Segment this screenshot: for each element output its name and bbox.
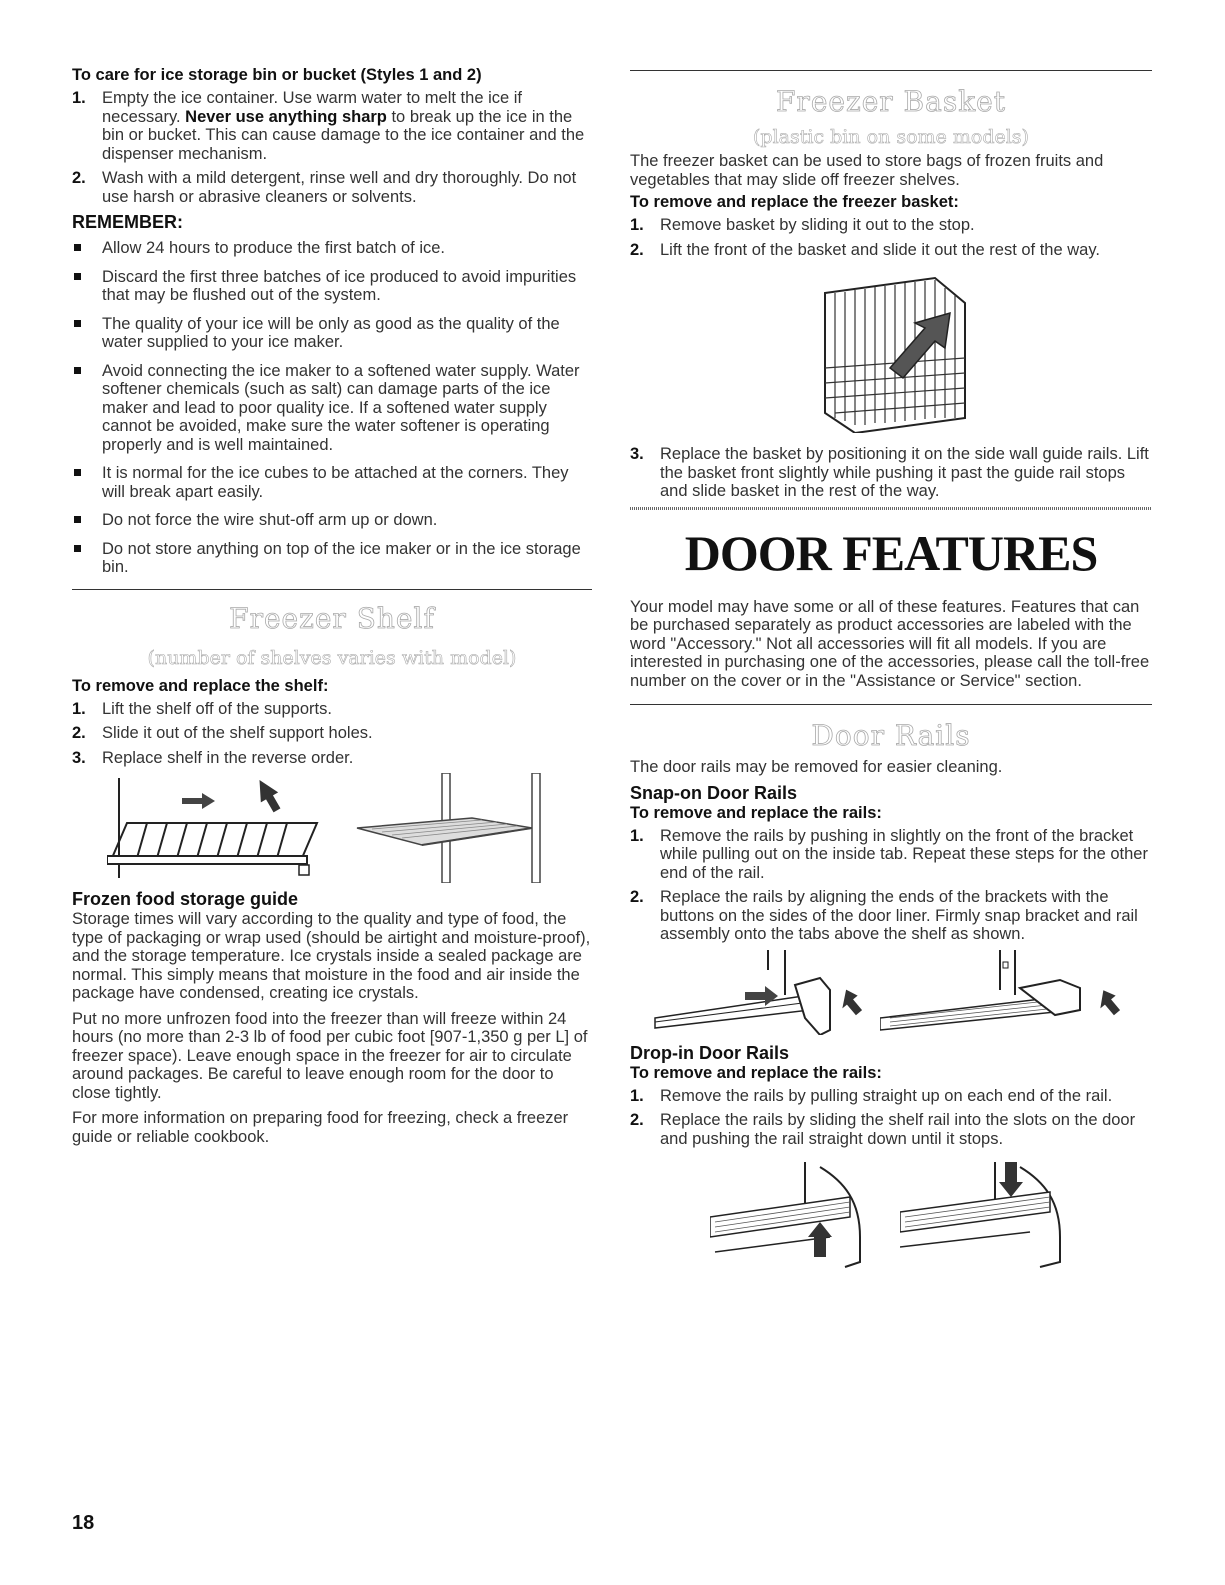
step-number: 2.: [630, 888, 644, 906]
bullet-text: Do not force the wire shut-off arm up or down.: [102, 511, 438, 529]
step-number: 2.: [72, 724, 86, 742]
door-features-intro: Your model may have some or all of these features. Features that can be purchased separately as product accessories are labeled with the word "Accessory." Not all accessories will fit all models. If you are interested in purchasing one of the accessories, please call the toll-free number on the cover or in the "Assistance or Service" section.: [630, 597, 1150, 690]
list-item: [72, 511, 592, 530]
step-text: Slide it out of the shelf support holes.: [102, 724, 373, 742]
paragraph: Storage times will vary according to the quality and type of food, the type of packaging or wrap used (should be airtight and moisture-proof), and the storage temperature. Ice crystals inside a sealed package are normal. This simply means that moisture in the food and air inside the package have condensed, creating ice crystals.: [72, 910, 591, 1002]
snap-on-steps: [630, 827, 1152, 944]
shelf-illustrations: [72, 773, 592, 883]
step-text: Replace the rails by aligning the ends of the brackets with the buttons on the sides of the door liner. Firmly snap bracket and rail assembly onto the tabs above the shelf as shown.: [660, 888, 1138, 943]
drop-in-illustrations: [630, 1162, 1152, 1277]
list-item: [72, 464, 592, 501]
step-number: 3.: [630, 445, 644, 463]
list-item: [630, 1111, 1152, 1148]
list-item: [72, 315, 592, 352]
shelf-steps: [72, 700, 592, 768]
door-rails-intro: The door rails may be removed for easier cleaning.: [630, 758, 1003, 776]
step-text: Lift the front of the basket and slide it out the rest of the way.: [660, 240, 1100, 259]
list-item: [72, 540, 592, 577]
shelf-side-illustration: [352, 773, 592, 883]
bullet-text: Do not store anything on top of the ice maker or in the ice storage bin.: [102, 539, 581, 576]
divider: [630, 70, 1152, 71]
snap-on-rail-right-illustration: [880, 950, 1130, 1035]
basket-steps: [630, 216, 1152, 259]
shelf-heading: To remove and replace the shelf:: [72, 676, 329, 695]
step-text: Wash with a mild detergent, rinse well and dry thoroughly. Do not use harsh or abrasive cleaners or solvents.: [102, 169, 577, 206]
bullet-icon: [74, 516, 81, 523]
snap-on-illustrations: [630, 950, 1152, 1035]
page-number: 18: [72, 1512, 95, 1534]
step-number: 2.: [630, 1111, 644, 1129]
list-item: [72, 268, 592, 305]
step-number: 3.: [72, 748, 86, 767]
ice-care-heading: To care for ice storage bin or bucket (Styles 1 and 2): [72, 66, 482, 84]
list-item: [72, 724, 592, 743]
list-item: [630, 216, 1152, 235]
shelf-removal-illustration: [107, 773, 322, 883]
freezer-shelf-subtitle: (number of shelves varies with model): [147, 646, 517, 669]
list-item: [72, 239, 592, 258]
drop-in-heading: Drop-in Door Rails: [630, 1042, 790, 1063]
left-column: [72, 62, 592, 1153]
freezer-basket-title: Freezer Basket: [776, 85, 1006, 118]
snap-on-heading: Snap-on Door Rails: [630, 782, 798, 803]
dotted-divider: [630, 507, 1152, 510]
divider: [630, 704, 1152, 705]
freezer-basket-subtitle: (plastic bin on some models): [753, 126, 1029, 148]
frozen-food-paragraphs: [72, 910, 592, 1146]
basket-heading: To remove and replace the freezer basket:: [630, 193, 959, 211]
basket-step-3: [630, 445, 1152, 501]
snap-on-rail-left-illustration: [650, 950, 900, 1035]
list-item: [630, 241, 1152, 260]
bullet-text: It is normal for the ice cubes to be attached at the corners. They will break apart easily.: [102, 464, 569, 501]
step-number: 1.: [630, 826, 644, 845]
bullet-icon: [74, 545, 81, 552]
list-item: [630, 827, 1152, 883]
step-text: Remove basket by sliding it out to the stop.: [660, 216, 975, 234]
step-warning: Never use anything sharp: [185, 107, 387, 126]
step-text: to break up the ice in the bin or bucket. This can cause damage to the ice container and the dispenser mechanism.: [102, 107, 585, 163]
door-rails-title: Door Rails: [811, 719, 971, 752]
bullet-icon: [74, 367, 81, 374]
step-number: 1.: [630, 1086, 644, 1105]
step-text: Remove the rails by pushing in slightly on the front of the bracket while pulling out on the inside tab. Repeat these steps for the other end of the rail.: [660, 826, 1148, 882]
ice-care-steps: [72, 89, 592, 206]
bullet-icon: [74, 273, 81, 280]
drop-in-subheading: To remove and replace the rails:: [630, 1063, 882, 1082]
list-item: [630, 888, 1152, 944]
step-number: 2.: [630, 240, 644, 259]
step-text: Remove the rails by pulling straight up on each end of the rail.: [660, 1086, 1113, 1105]
list-item: [72, 89, 592, 163]
bullet-text: Avoid connecting the ice maker to a softened water supply. Water softener chemicals (such as salt) can damage parts of the ice maker and lead to poor quality ice. If a softened water supply cannot be avoided, make sure the water softener is operating properly and is well maintained.: [102, 361, 580, 454]
bullet-icon: [74, 320, 81, 327]
step-text: Replace the rails by sliding the shelf rail into the slots on the door and pushing the rail straight down until it stops.: [660, 1111, 1136, 1148]
drop-in-rail-left-illustration: [710, 1162, 870, 1277]
step-number: 1.: [72, 89, 86, 107]
basket-intro: The freezer basket can be used to store bags of frozen fruits and vegetables that may slide off freezer shelves.: [630, 152, 1104, 189]
bullet-text: Discard the first three batches of ice produced to avoid impurities that may be flushed out of the system.: [102, 267, 577, 304]
paragraph: For more information on preparing food for freezing, check a freezer guide or reliable cookbook.: [72, 1109, 569, 1146]
step-number: 2.: [72, 169, 86, 187]
step-text: Lift the shelf off of the supports.: [102, 699, 332, 718]
bullet-icon: [74, 469, 81, 476]
list-item: [72, 749, 592, 768]
bullet-text: The quality of your ice will be only as good as the quality of the water supplied to your ice maker.: [102, 314, 560, 351]
door-features-title: DOOR FEATURES: [684, 524, 1098, 581]
step-text: Replace shelf in the reverse order.: [102, 748, 354, 767]
drop-in-rail-right-illustration: [900, 1162, 1070, 1277]
step-text: Replace the basket by positioning it on the side wall guide rails. Lift the basket front slightly while pushing it past the guide rail stops and slide basket in the rest of the way.: [660, 445, 1149, 500]
list-item: [72, 700, 592, 719]
bullet-icon: [74, 244, 81, 251]
frozen-food-heading: Frozen food storage guide: [72, 889, 299, 909]
paragraph: Put no more unfrozen food into the freezer than will freeze within 24 hours (no more than 2-3 lb of food per cubic foot [907-1,350 g per L] of freezer space). Leave enough space in the freezer for air to circulate around packages. Be careful to leave enough room for the door to close tightly.: [72, 1009, 588, 1102]
list-item: [72, 362, 592, 455]
basket-illustration: [815, 273, 975, 433]
right-column: [630, 62, 1152, 1277]
snap-on-subheading: To remove and replace the rails:: [630, 803, 882, 822]
list-item: [72, 169, 592, 206]
divider: [72, 589, 592, 590]
step-number: 1.: [72, 699, 86, 718]
list-item: [630, 1087, 1152, 1106]
remember-list: [72, 239, 592, 577]
step-number: 1.: [630, 216, 644, 234]
bullet-text: Allow 24 hours to produce the first batch of ice.: [102, 239, 446, 257]
drop-in-steps: [630, 1087, 1152, 1149]
remember-heading: REMEMBER:: [72, 212, 183, 232]
freezer-shelf-title: Freezer Shelf: [229, 601, 435, 635]
step-text: Empty the ice container. Use warm water to melt the ice if necessary.: [102, 89, 523, 126]
list-item: [630, 445, 1152, 501]
